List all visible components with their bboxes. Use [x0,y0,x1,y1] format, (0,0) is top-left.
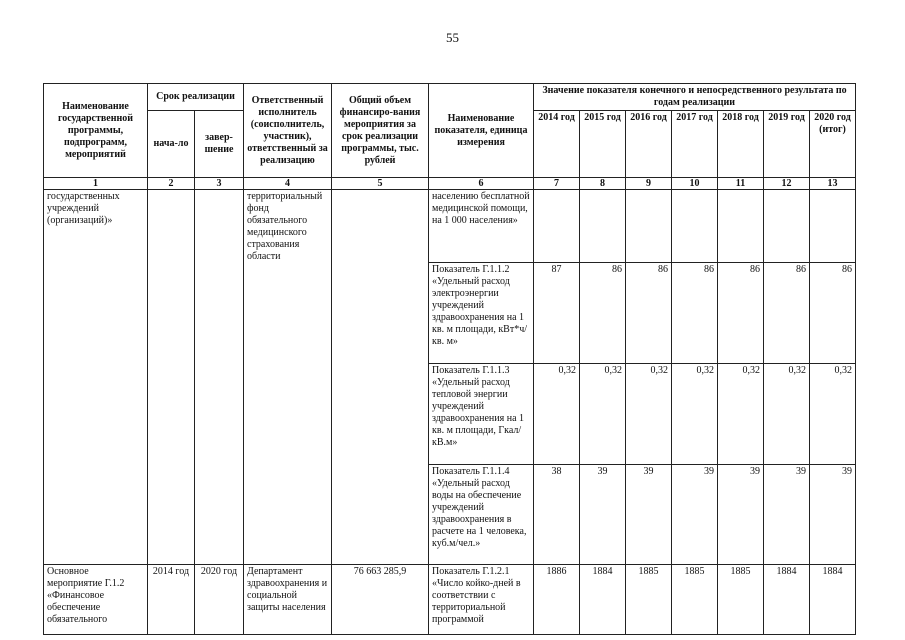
col-number: 8 [580,178,626,190]
value-cell [580,190,626,263]
col-number: 2 [148,178,195,190]
table-row [44,565,856,635]
col-number: 9 [626,178,672,190]
value-cell: 0,32 [672,364,718,465]
end-cell: 2020 год [195,565,244,635]
header-row-1 [44,84,856,111]
value-cell [626,190,672,263]
header-year: 2015 год [580,111,626,178]
header-period: Срок реализации [148,84,244,111]
indicator-cell: населению бесплатной медицинской помощи, на 1 000 населения» [429,190,534,263]
value-cell: 87 [534,263,580,364]
col-number: 12 [764,178,810,190]
executor-cell: Департамент здравоохранения и социальной защиты населения [244,565,332,635]
value-cell: 0,32 [534,364,580,465]
value-cell: 1884 [580,565,626,635]
column-number-row [44,178,856,190]
value-cell: 39 [718,465,764,565]
value-cell: 86 [672,263,718,364]
value-cell: 1885 [672,565,718,635]
value-cell: 86 [626,263,672,364]
col-number: 5 [332,178,429,190]
value-cell: 1885 [718,565,764,635]
value-cell: 86 [810,263,856,364]
indicator-cell: Показатель Г.1.1.4 «Удельный расход воды на обеспечение учреждений здравоохранения в расчете на 1 человека, куб.м/чел.» [429,465,534,565]
value-cell [534,190,580,263]
indicator-cell: Показатель Г.1.2.1 «Число койко-дней в соответствии с территориальной программой [429,565,534,635]
value-cell: 86 [580,263,626,364]
value-cell: 1885 [626,565,672,635]
indicator-cell: Показатель Г.1.1.2 «Удельный расход электроэнергии учреждений здравоохранения на 1 кв. м площади, кВт*ч/кв. м» [429,263,534,364]
value-cell: 86 [718,263,764,364]
col-number: 6 [429,178,534,190]
measure-name: Основное мероприятие Г.1.2 «Финансовое обеспечение обязательного [44,565,148,635]
header-name: Наименование государственной программы, подпрограмм, мероприятий [44,84,148,178]
header-executor: Ответственный исполнитель (соисполнитель, участник), ответственный за реализацию [244,84,332,178]
program-table [43,83,856,635]
col-number: 11 [718,178,764,190]
value-cell: 39 [672,465,718,565]
value-cell: 39 [764,465,810,565]
value-cell: 0,32 [626,364,672,465]
measure-name: государственных учреждений (организаций)» [44,190,148,565]
table-row [44,190,856,263]
header-end: завер-шение [195,111,244,178]
header-year: 2018 год [718,111,764,178]
header-year: 2020 год (итог) [810,111,856,178]
value-cell: 38 [534,465,580,565]
header-start: нача-ло [148,111,195,178]
value-cell: 0,32 [764,364,810,465]
header-year: 2014 год [534,111,580,178]
indicator-cell: Показатель Г.1.1.3 «Удельный расход тепловой энергии учреждений здравоохранения на 1 кв. м площади, Гкал/кВ.м» [429,364,534,465]
value-cell [672,190,718,263]
value-cell [810,190,856,263]
volume-cell [332,190,429,565]
col-number: 4 [244,178,332,190]
value-cell: 39 [810,465,856,565]
col-number: 7 [534,178,580,190]
value-cell [718,190,764,263]
value-cell: 86 [764,263,810,364]
header-year: 2016 год [626,111,672,178]
value-cell: 39 [580,465,626,565]
col-number: 1 [44,178,148,190]
header-values: Значение показателя конечного и непосредственного результата по годам реализации [534,84,856,111]
value-cell: 0,32 [580,364,626,465]
header-year: 2019 год [764,111,810,178]
page-number: 55 [446,30,459,45]
col-number: 13 [810,178,856,190]
col-number: 3 [195,178,244,190]
value-cell: 0,32 [810,364,856,465]
value-cell [764,190,810,263]
value-cell: 39 [626,465,672,565]
header-indicator: Наименование показателя, единица измерения [429,84,534,178]
value-cell: 1884 [810,565,856,635]
header-year: 2017 год [672,111,718,178]
col-number: 10 [672,178,718,190]
value-cell: 1884 [764,565,810,635]
executor-cell: территориальный фонд обязательного медицинского страхования области [244,190,332,565]
start-cell: 2014 год [148,565,195,635]
header-volume: Общий объем финансиро-вания мероприятия за срок реализации программы, тыс. рублей [332,84,429,178]
value-cell: 0,32 [718,364,764,465]
value-cell: 1886 [534,565,580,635]
start-cell [148,190,195,565]
volume-cell: 76 663 285,9 [332,565,429,635]
end-cell [195,190,244,565]
